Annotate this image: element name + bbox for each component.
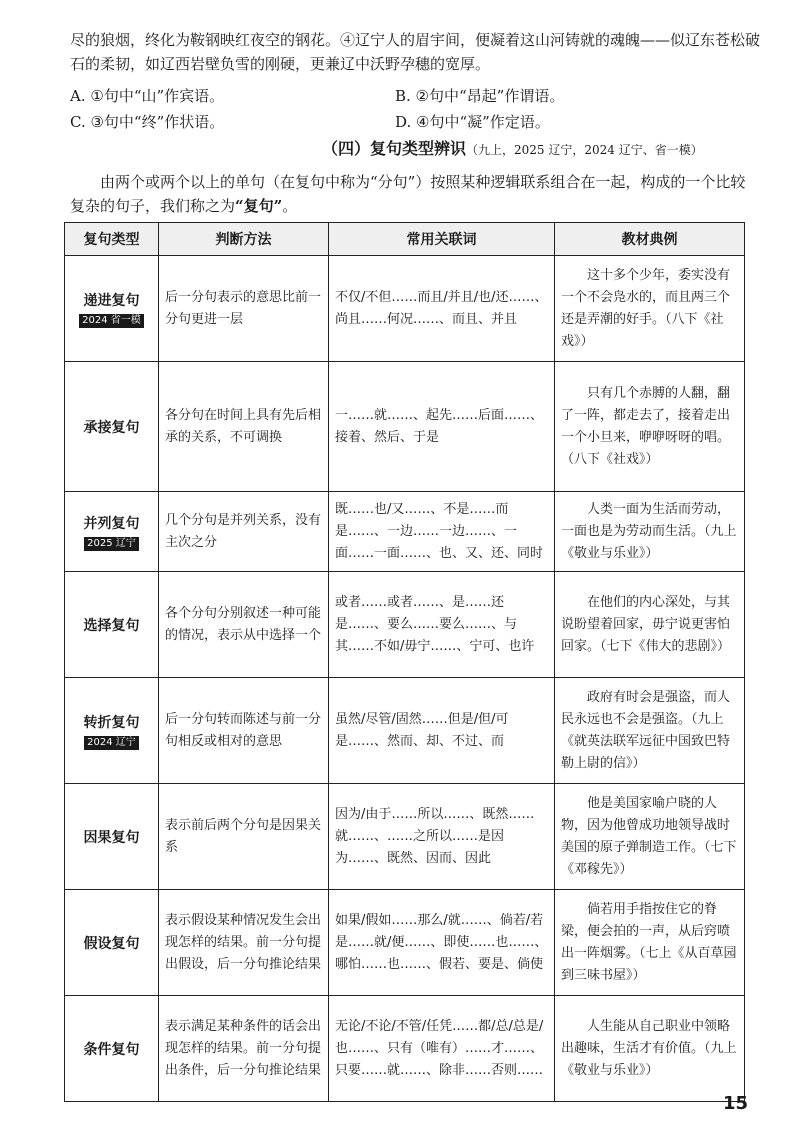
intro-term: “复句” [235,197,283,215]
table-row [65,492,745,572]
words-cell: 一……就……、起先……后面……、接着、然后、于是 [329,362,555,492]
header-type: 复句类型 [65,223,159,256]
type-label: 并列复句 [83,515,140,532]
section-subtitle: （九上，2025 辽宁，2024 辽宁、省一模） [466,143,703,157]
type-label: 递进复句 [83,292,140,309]
words-cell: 不仅/不但……而且/并且/也/还……、尚且……何况……、而且、并且 [329,256,555,362]
header-method: 判断方法 [159,223,329,256]
table-header-row [65,223,745,256]
words-cell: 既……也/又……、不是……而是……、一边……一边……、一面……一面……、也、又、还、同时 [329,492,555,572]
option-b: B. ②句中“昂起”作谓语。 [395,87,565,105]
exam-badge: 2025 辽宁 [84,537,139,551]
option-c: C. ③句中“终”作状语。 [70,113,225,131]
method-cell: 后一分句转而陈述与前一分句相反或相对的意思 [159,678,329,784]
complex-sentence-table [64,222,745,1102]
words-cell: 因为/由于……所以……、既然……就……、……之所以……是因为……、既然、因而、因此 [329,784,555,890]
method-cell: 表示假设某种情况发生会出现怎样的结果。前一分句提出假设，后一分句推论结果 [159,890,329,996]
option-d: D. ④句中“凝”作定语。 [395,113,550,131]
method-cell: 表示前后两个分句是因果关系 [159,784,329,890]
exam-badge: 2024 省一模 [79,314,144,328]
example-cell: 政府有时会是强盗，而人民永远也不会是强盗。（九上《就英法联军远征中国致巴特勒上尉的信》） [555,678,745,784]
type-label: 选择复句 [83,617,140,634]
method-cell: 各分句在时间上具有先后相承的关系，不可调换 [159,362,329,492]
intro-paragraph [70,170,760,218]
type-label: 转折复句 [83,714,140,731]
table-row [65,362,745,492]
method-cell: 表示满足某种条件的话会出现怎样的结果。前一分句提出条件，后一分句推论结果 [159,996,329,1102]
type-cell [65,996,159,1102]
table-row [65,996,745,1102]
header-example: 教材典例 [555,223,745,256]
intro-after: 。 [282,197,298,215]
passage-text: 尽的狼烟，终化为鞍钢映红夜空的钢花。④辽宁人的眉宇间，便凝着这山河铸就的魂魄——似辽东苍松破石的柔韧，如辽西岩壁负雪的刚硬，更兼辽中沃野孕穗的宽厚。 [70,31,761,73]
example-cell: 人生能从自己职业中领略出趣味，生活才有价值。（九上《敬业与乐业》） [555,996,745,1102]
type-label: 假设复句 [83,935,140,952]
example-cell: 倘若用手指按住它的脊梁，便会拍的一声，从后窍喷出一阵烟雾。（七上《从百草园到三味书屋》） [555,890,745,996]
table-row [65,256,745,362]
words-cell: 虽然/尽管/固然……但是/但/可是……、然而、却、不过、而 [329,678,555,784]
header-words: 常用关联词 [329,223,555,256]
type-label: 因果复句 [83,829,140,846]
table-row [65,678,745,784]
exam-badge: 2024 辽宁 [84,736,139,750]
type-cell [65,784,159,890]
section-heading [322,136,703,159]
type-label: 承接复句 [83,419,140,436]
type-cell [65,256,159,362]
intro-before: 由两个或两个以上的单句（在复句中称为“分句”）按照某种逻辑联系组合在一起，构成的一个比较复杂的句子，我们称之为 [70,173,746,215]
type-cell [65,890,159,996]
words-cell: 或者……或者……、是……还是……、要么……要么……、与其……不如/毋宁……、宁可、也许 [329,572,555,678]
option-a: A. ①句中“山”作宾语。 [70,87,225,105]
type-label: 条件复句 [83,1041,140,1058]
example-cell: 他是美国家喻户晓的人物，因为他曾成功地领导战时美国的原子弹制造工作。（七下《邓稼先》） [555,784,745,890]
type-cell [65,678,159,784]
words-cell: 如果/假如……那么/就……、倘若/若是……就/便……、即使……也……、哪怕……也……、假若、要是、倘使 [329,890,555,996]
type-cell [65,492,159,572]
example-cell: 人类一面为生活而劳动，一面也是为劳动而生活。（九上《敬业与乐业》） [555,492,745,572]
section-title: （四）复句类型辨识 [322,139,467,158]
example-cell: 只有几个赤膊的人翻，翻了一阵，都走去了，接着走出一个小旦来，咿咿呀呀的唱。（八下《社戏》） [555,362,745,492]
words-cell: 无论/不论/不管/任凭……都/总/总是/也……、只有（唯有）……才……、只要……就……、除非……否则…… [329,996,555,1102]
page-number: 15 [722,1093,748,1114]
type-cell [65,572,159,678]
table-row [65,784,745,890]
method-cell: 各个分句分别叙述一种可能的情况，表示从中选择一个 [159,572,329,678]
method-cell: 后一分句表示的意思比前一分句更进一层 [159,256,329,362]
example-cell: 在他们的内心深处，与其说盼望着回家，毋宁说更害怕回家。（七下《伟大的悲剧》） [555,572,745,678]
method-cell: 几个分句是并列关系，没有主次之分 [159,492,329,572]
table-row [65,572,745,678]
type-cell [65,362,159,492]
example-cell: 这十多个少年，委实没有一个不会凫水的，而且两三个还是弄潮的好手。（八下《社戏》） [555,256,745,362]
table-row [65,890,745,996]
